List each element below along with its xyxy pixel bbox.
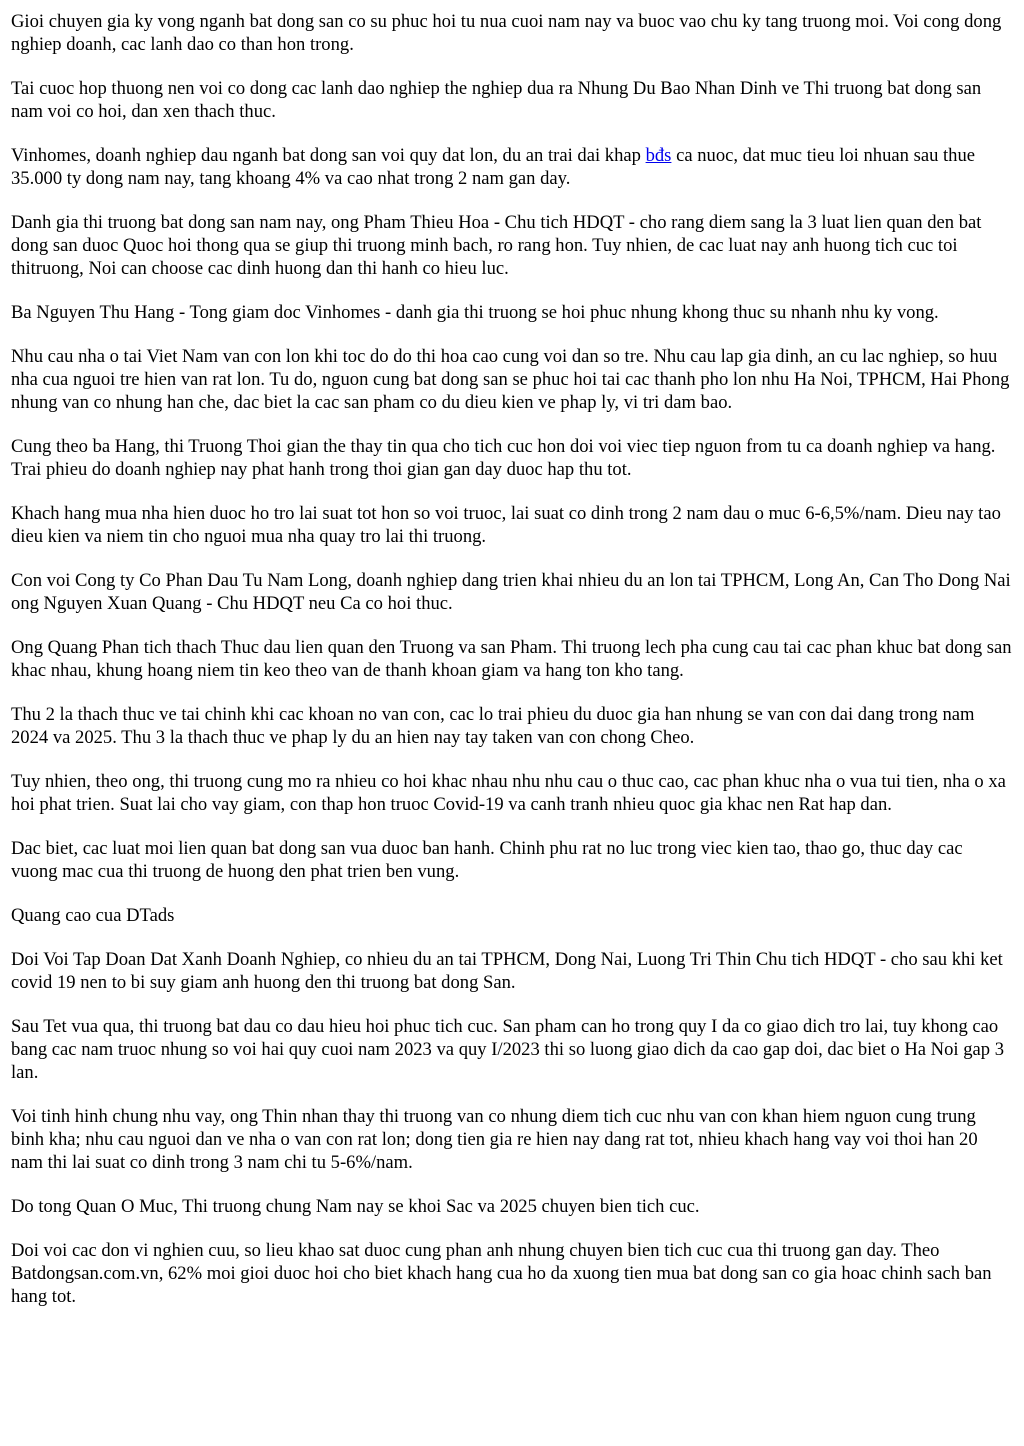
paragraph-10: Ong Quang Phan tich thach Thuc dau lien quan den Truong va san Pham. Thi truong lech pha cung cau tai cac phan khuc bat dong san khac nhau, khung hoang niem tin keo theo van de thanh khoan giam va hang ton kho tang. bbox=[11, 637, 1012, 681]
paragraph-5: Ba Nguyen Thu Hang - Tong giam doc Vinhomes - danh gia thi truong se hoi phuc nhung khong thuc su nhanh nhu ky vong. bbox=[11, 302, 939, 323]
paragraph-3-text-after: ca nuoc, dat muc tieu loi nhuan sau thue 35.000 ty dong nam nay, tang khoang 4% va cao nhat trong 2 nam gan day. bbox=[11, 145, 976, 189]
paragraph-7: Cung theo ba Hang, thi Truong Thoi gian the thay tin qua cho tich cuc hon doi voi viec tiep nguon from tu ca doanh nghiep va hang. Trai phieu do doanh nghiep nay phat hanh trong thoi gian gan day duoc hap thu tot. bbox=[11, 436, 996, 480]
paragraph-1: Gioi chuyen gia ky vong nganh bat dong san co su phuc hoi tu nua cuoi nam nay va buoc vao chu ky tang truong moi. Voi cong dong nghiep doanh, cac lanh dao co than hon trong. bbox=[11, 11, 1002, 55]
paragraph-2: Tai cuoc hop thuong nen voi co dong cac lanh dao nghiep the nghiep dua ra Nhung Du Bao Nhan Dinh ve Thi truong bat dong san nam voi co hoi, dan xen thach thuc. bbox=[11, 78, 982, 122]
paragraph-11: Thu 2 la thach thuc ve tai chinh khi cac khoan no van con, cac lo trai phieu du duoc gia han nhung se van con dai dang trong nam 2024 va 2025. Thu 3 la thach thuc ve phap ly du an hien nay tay taken van con chong Cheo. bbox=[11, 704, 975, 748]
bds-link[interactable]: bđs bbox=[645, 145, 672, 166]
paragraph-13: Dac biet, cac luat moi lien quan bat dong san vua duoc ban hanh. Chinh phu rat no luc trong viec kien tao, thao go, thuc day cac vuong mac cua thi truong de huong den phat trien ben vung. bbox=[11, 838, 963, 882]
paragraph-19: Doi voi cac don vi nghien cuu, so lieu khao sat duoc cung phan anh nhung chuyen bien tich cuc cua thi truong gan day. Theo Batdongsan.com.vn, 62% moi gioi duoc hoi cho biet khach hang cua ho da xuong tien mua bat dong san co gia hoac chinh sach ban hang tot. bbox=[11, 1240, 992, 1307]
paragraph-16: Sau Tet vua qua, thi truong bat dau co dau hieu hoi phuc tich cuc. San pham can ho trong quy I da co giao dich tro lai, tuy khong cao bang cac nam truoc nhung so voi hai quy cuoi nam 2023 va quy I/2023 thi so luong giao dich da cao gap doi, dac biet o Ha Noi gap 3 lan. bbox=[11, 1016, 1004, 1083]
paragraph-3 bbox=[11, 144, 1013, 190]
article-body bbox=[11, 10, 1013, 1308]
paragraph-18: Do tong Quan O Muc, Thi truong chung Nam nay se khoi Sac va 2025 chuyen bien tich cuc. bbox=[11, 1196, 700, 1217]
paragraph-8: Khach hang mua nha hien duoc ho tro lai suat tot hon so voi truoc, lai suat co dinh trong 2 nam dau o muc 6-6,5%/nam. Dieu nay tao dieu kien va niem tin cho nguoi mua nha quay tro lai thi truong. bbox=[11, 503, 1001, 547]
paragraph-17: Voi tinh hinh chung nhu vay, ong Thin nhan thay thi truong van co nhung diem tich cuc nhu van con khan hiem nguon cung trung binh kha; nhu cau nguoi dan ve nha o van con rat lon; dong tien gia re hien nay dang rat tot, nhieu khach hang vay voi thoi han 20 nam thi lai suat co dinh trong 3 nam chi tu 5-6%/nam. bbox=[11, 1106, 978, 1173]
ad-label: Quang cao cua DTads bbox=[11, 905, 175, 926]
paragraph-6: Nhu cau nha o tai Viet Nam van con lon khi toc do do thi hoa cao cung voi dan so tre. Nhu cau lap gia dinh, an cu lac nghiep, so huu nha cua nguoi tre hien van rat lon. Tu do, nguon cung bat dong san se phuc hoi tai cac thanh pho lon nhu Ha Noi, TPHCM, Hai Phong nhung van co nhung han che, dac biet la cac san pham co du dieu kien ve phap ly, vi tri dam bao. bbox=[11, 346, 1010, 413]
paragraph-15: Doi Voi Tap Doan Dat Xanh Doanh Nghiep, co nhieu du an tai TPHCM, Dong Nai, Luong Tri Thin Chu tich HDQT - cho sau khi ket covid 19 nen to bi suy giam anh huong den thi truong bat dong San. bbox=[11, 949, 1003, 993]
paragraph-4: Danh gia thi truong bat dong san nam nay, ong Pham Thieu Hoa - Chu tich HDQT - cho rang diem sang la 3 luat lien quan den bat dong san duoc Quoc hoi thong qua se giup thi truong minh bach, ro rang hon. Tuy nhien, de cac luat nay anh huong tich cuc toi thitruong, Noi can choose cac dinh huong dan thi hanh co hieu luc. bbox=[11, 212, 982, 279]
paragraph-3-text-before: Vinhomes, doanh nghiep dau nganh bat dong san voi quy dat lon, du an trai dai khap bbox=[11, 145, 646, 166]
paragraph-9: Con voi Cong ty Co Phan Dau Tu Nam Long, doanh nghiep dang trien khai nhieu du an lon tai TPHCM, Long An, Can Tho Dong Nai ong Nguyen Xuan Quang - Chu HDQT neu Ca co hoi thuc. bbox=[11, 570, 1011, 614]
paragraph-12: Tuy nhien, theo ong, thi truong cung mo ra nhieu co hoi khac nhau nhu nhu cau o thuc cao, cac phan khuc nha o vua tui tien, nha o xa hoi phat trien. Suat lai cho vay giam, con thap hon truoc Covid-19 va canh tranh nhieu quoc gia khac nen Rat hap dan. bbox=[11, 771, 1006, 815]
